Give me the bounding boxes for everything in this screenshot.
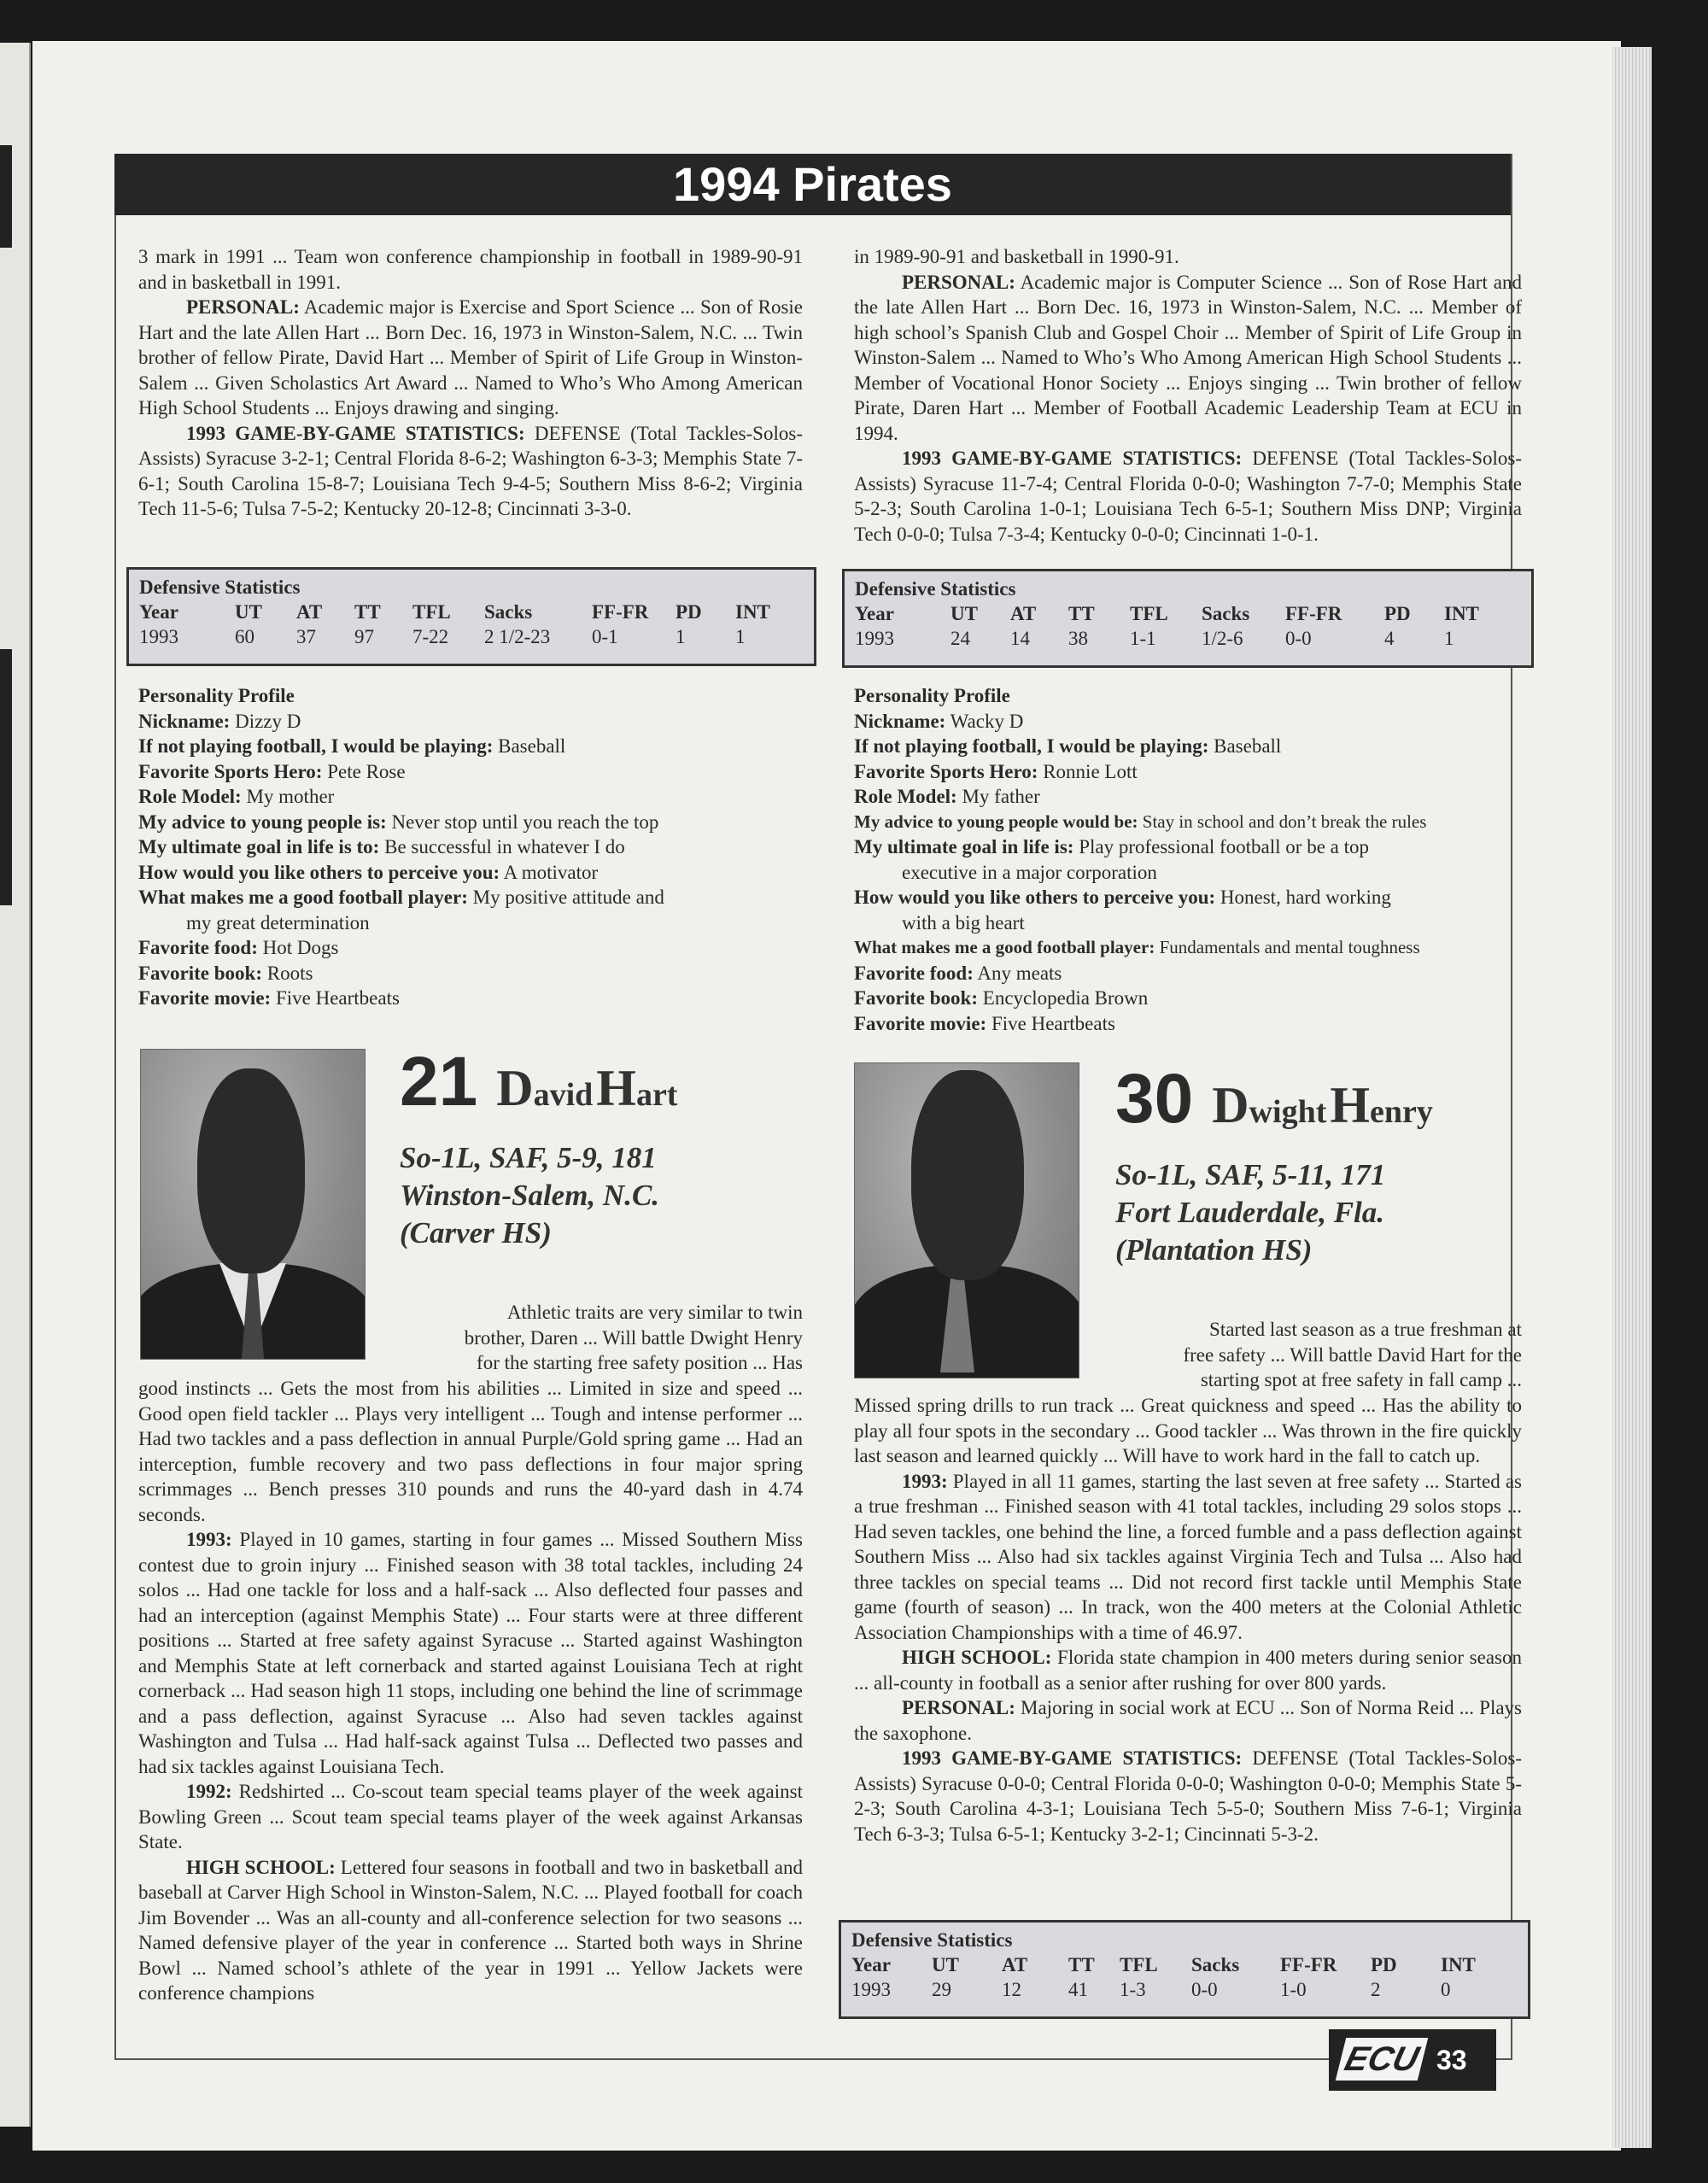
player-position-size: So-1L, SAF, 5-9, 181 xyxy=(400,1141,657,1174)
defensive-stats-box xyxy=(842,569,1534,668)
bio-paragraph: PERSONAL: Majoring in social work at ECU ... Son of Norma Reid ... Plays the saxophone. xyxy=(854,1697,1522,1744)
stats-table xyxy=(851,1952,1476,2002)
stats-cell: 0-0 xyxy=(1285,628,1312,649)
profile-answer: Never stop until you reach the top xyxy=(386,811,659,833)
stats-cell: 0-0 xyxy=(1191,1979,1218,2000)
stats-header: UT xyxy=(932,1954,959,1975)
stats-header: TFL xyxy=(412,601,451,623)
profile-question: Favorite book: xyxy=(138,962,263,984)
player-position-size: So-1L, SAF, 5-11, 171 xyxy=(1115,1158,1386,1191)
player-photo-dwight-henry xyxy=(854,1062,1079,1378)
stats-header: PD xyxy=(1371,1954,1397,1975)
stats-cell: 2 1/2-23 xyxy=(484,626,551,647)
stats-header: PD xyxy=(676,601,702,623)
profile-answer: Hot Dogs xyxy=(257,937,339,958)
profile-item xyxy=(854,1011,1426,1037)
profile-answer: Stay in school and don’t break the rules xyxy=(1138,811,1427,832)
bio-line: brother, Daren ... Will battle Dwight Henry xyxy=(464,1326,803,1349)
player-bio xyxy=(854,1393,1522,1846)
stats-header: TT xyxy=(354,601,381,623)
bio-intro-wrap xyxy=(400,1300,803,1376)
profile-question: Favorite book: xyxy=(854,987,979,1009)
profile-answer: Baseball xyxy=(493,735,566,757)
profile-question: What makes me a good football player: xyxy=(854,937,1155,957)
profile-item xyxy=(854,784,1426,810)
profile-question: How would you like others to perceive you: xyxy=(138,861,500,883)
profile-item xyxy=(138,961,664,986)
profile-item xyxy=(138,885,664,910)
profile-item xyxy=(138,784,664,810)
profile-answer: My positive attitude and xyxy=(467,887,664,908)
profile-answer: Wacky D xyxy=(945,710,1024,732)
stats-header: FF-FR xyxy=(1280,1954,1337,1975)
profile-question: Nickname: xyxy=(138,710,231,732)
profile-answer: Dizzy D xyxy=(230,710,301,732)
stats-cell: 97 xyxy=(354,626,374,647)
player-name: David Hart xyxy=(496,1060,678,1116)
bio-paragraph: 1993 GAME-BY-GAME STATISTICS: DEFENSE (Total Tackles-Solos-Assists) Syracuse 3-2-1; Central Florida 8-6-2; Washington 6-3-3; Memphis State 7-6-1; South Carolina 15-8-7; Louisiana Tech 9-4-5; Southern Miss 8-6-2; Virginia Tech 11-5-6; Tulsa 7-5-2; Kentucky 20-12-8; Cincinnati 3-3-0. xyxy=(138,422,803,519)
personality-profile xyxy=(854,683,1426,1036)
stats-cell: 37 xyxy=(296,626,316,647)
profile-answer: Five Heartbeats xyxy=(271,987,400,1009)
profile-answer: Honest, hard working xyxy=(1215,887,1391,908)
stats-cell: 12 xyxy=(1002,1979,1021,2000)
player-photo-david-hart xyxy=(140,1049,366,1360)
profile-item xyxy=(138,935,664,961)
profile-item xyxy=(854,734,1426,759)
profile-question: My ultimate goal in life is: xyxy=(854,836,1074,857)
profile-heading: Personality Profile xyxy=(854,685,1010,706)
stats-header: Year xyxy=(139,601,178,623)
profile-answer-continued: executive in a major corporation xyxy=(902,861,1157,883)
ecu-logo: ECU xyxy=(1336,2038,1428,2081)
stats-cell: 0 xyxy=(1441,1979,1451,2000)
profile-answer: My mother xyxy=(241,786,335,807)
profile-answer: My father xyxy=(956,786,1040,807)
profile-item xyxy=(138,834,664,860)
profile-answer: A motivator xyxy=(500,861,599,883)
stats-cell: 1-0 xyxy=(1280,1979,1307,2000)
profile-answer-continued: my great determination xyxy=(186,911,370,933)
ecu-logo-badge xyxy=(1329,2029,1496,2091)
profile-question: Favorite movie: xyxy=(854,1012,987,1034)
bio-line: starting spot at free safety in fall camp ... xyxy=(1200,1369,1522,1390)
stats-cell: 38 xyxy=(1068,628,1088,649)
profile-question: My ultimate goal in life is to: xyxy=(138,836,380,857)
player-name-block xyxy=(1115,1061,1525,1269)
profile-item xyxy=(854,759,1426,785)
profile-question: My advice to young people would be: xyxy=(854,811,1138,832)
bio-paragraph: in 1989-90-91 and basketball in 1990-91. xyxy=(854,246,1179,267)
stats-cell: 2 xyxy=(1371,1979,1381,2000)
profile-answer: Play professional football or be a top xyxy=(1073,836,1369,857)
jersey-number: 21 xyxy=(400,1043,478,1121)
profile-answer: Any meats xyxy=(973,962,1062,984)
stats-header: Sacks xyxy=(1202,603,1250,624)
profile-item xyxy=(854,961,1426,986)
stats-header: Year xyxy=(851,1954,891,1975)
profile-question: What makes me a good football player: xyxy=(138,887,468,908)
stats-title: Defensive Statistics xyxy=(855,578,1016,600)
bio-line: Started last season as a true freshman at xyxy=(1209,1319,1522,1340)
stats-header: TT xyxy=(1068,603,1095,624)
profile-heading: Personality Profile xyxy=(138,685,295,706)
profile-answer: Be successful in whatever I do xyxy=(379,836,625,857)
profile-question: Role Model: xyxy=(854,786,957,807)
profile-answer: Baseball xyxy=(1208,735,1282,757)
stats-title: Defensive Statistics xyxy=(851,1929,1013,1951)
stats-cell: 1/2-6 xyxy=(1202,628,1243,649)
profile-item xyxy=(854,885,1426,910)
bio-intro-wrap xyxy=(1115,1317,1522,1393)
profile-item xyxy=(854,810,1426,835)
stats-header: FF-FR xyxy=(592,601,649,623)
stats-header: INT xyxy=(1444,603,1479,624)
stats-header: Year xyxy=(855,603,894,624)
profile-item xyxy=(854,935,1426,961)
stats-header: AT xyxy=(1010,603,1037,624)
bio-line: Athletic traits are very similar to twin xyxy=(506,1302,803,1323)
left-continued-bio xyxy=(138,244,803,522)
stats-header: AT xyxy=(1002,1954,1028,1975)
profile-question: If not playing football, I would be playing: xyxy=(138,735,494,757)
profile-question: Favorite food: xyxy=(138,937,258,958)
stats-header: UT xyxy=(235,601,262,623)
bio-paragraph: 3 mark in 1991 ... Team won conference championship in football in 1989-90-91 and in basketball in 1991. xyxy=(138,246,803,293)
stats-table xyxy=(855,601,1479,651)
bio-paragraph: Missed spring drills to run track ... Great quickness and speed ... Has the ability to play all four spots in the secondary ... Good tackler ... Was thrown in the fire quickly last season and learned quickly ... Will have to work hard in the fall to catch up. xyxy=(854,1395,1522,1466)
player-high-school: (Plantation HS) xyxy=(1115,1233,1313,1267)
bio-paragraph: 1992: Redshirted ... Co-scout team special teams player of the week against Bowling Green ... Scout team special teams player of the week against Arkansas State. xyxy=(138,1781,803,1852)
profile-item xyxy=(138,986,664,1011)
page-title: 1994 Pirates xyxy=(114,154,1511,215)
profile-answer-continued: with a big heart xyxy=(902,911,1025,933)
profile-question: Favorite food: xyxy=(854,962,974,984)
bio-paragraph: 1993: Played in 10 games, starting in four games ... Missed Southern Miss contest due to groin injury ... Finished season with 38 total tackles, including 24 solos ... Had one tackle for loss and a half-sack ... Also deflected four passes and had an interception (against Memphis State) ... Four starts were at three different positions ... Started at free safety against Syracuse ... Started against Washington and Memphis State at left cornerback and started against Louisiana Tech at right cornerback ... Had season high 11 stops, including one behind the line of scrimmage and a pass deflection, against Syracuse ... Also had seven tackles against Washington and Tulsa ... Had half-sack against Tulsa ... Deflected two passes and had six tackles against Louisiana Tech. xyxy=(138,1529,803,1777)
bio-paragraph: PERSONAL: Academic major is Computer Science ... Son of Rose Hart and the late Allen Hart ... Born Dec. 16, 1973 in Winston-Salem, N.C. ... Member of high school’s Spanish Club and Gospel Choir ... Member of Spirit of Life Group in Winston-Salem ... Named to Who’s Who Among American High School Students ... Member of Vocational Honor Society ... Enjoys singing ... Twin brother of fellow Pirate, Daren Hart ... Member of Football Academic Leadership Team at ECU in 1994. xyxy=(854,271,1522,444)
profile-question: If not playing football, I would be playing: xyxy=(854,735,1209,757)
stats-header: Sacks xyxy=(484,601,533,623)
bio-paragraph: 1993 GAME-BY-GAME STATISTICS: DEFENSE (Total Tackles-Solos-Assists) Syracuse 0-0-0; Central Florida 0-0-0; Washington 0-0-0; Memphis State 5-2-3; South Carolina 4-3-1; Louisiana Tech 5-5-0; Southern Miss 7-6-1; Virginia Tech 6-3-3; Tulsa 6-5-1; Kentucky 3-2-1; Cincinnati 5-3-2. xyxy=(854,1747,1522,1845)
player-name: Dwight Henry xyxy=(1212,1077,1433,1133)
bio-line: free safety ... Will battle David Hart for the xyxy=(1183,1343,1522,1366)
profile-answer: Five Heartbeats xyxy=(986,1012,1115,1034)
defensive-stats-box xyxy=(126,567,816,666)
profile-question: Favorite movie: xyxy=(138,987,272,1009)
stats-cell: 0-1 xyxy=(592,626,618,647)
bio-paragraph: 1993 GAME-BY-GAME STATISTICS: DEFENSE (Total Tackles-Solos-Assists) Syracuse 11-7-4; Central Florida 0-0-0; Washington 7-7-0; Memphis State 5-2-3; South Carolina 1-0-1; Louisiana Tech 6-5-1; Southern Miss DNP; Virginia Tech 0-0-0; Tulsa 7-3-4; Kentucky 0-0-0; Cincinnati 1-0-1. xyxy=(854,448,1522,545)
personality-profile xyxy=(138,683,664,1011)
right-continued-bio xyxy=(854,244,1522,547)
defensive-stats-box xyxy=(839,1920,1530,2019)
bio-paragraph: PERSONAL: Academic major is Exercise and Sport Science ... Son of Rosie Hart and the late Allen Hart ... Born Dec. 16, 1973 in Winston-Salem, N.C. ... Twin brother of fellow Pirate, David Hart ... Member of Spirit of Life Group in Winston-Salem ... Given Scholastics Art Award ... Named to Who’s Who Among American High School Students ... Enjoys drawing and singing. xyxy=(138,296,803,418)
player-hometown: Winston-Salem, N.C. xyxy=(400,1179,660,1212)
profile-answer: Ronnie Lott xyxy=(1038,760,1138,782)
stats-header: UT xyxy=(951,603,978,624)
player-hometown: Fort Lauderdale, Fla. xyxy=(1115,1196,1385,1229)
player-high-school: (Carver HS) xyxy=(400,1216,552,1250)
stats-header: INT xyxy=(1441,1954,1476,1975)
page-stack-edge xyxy=(1612,47,1652,2148)
bio-paragraph: 1993: Played in all 11 games, starting the last seven at free safety ... Started as a true freshman ... Finished season with 41 total tackles, including 29 solos stops ... Had seven tackles, one behind the line, a forced fumble and a pass deflection against Southern Miss ... Also had six tackles against Virginia Tech and Tulsa ... Also had three tackles on special teams ... Did not record first tackle until Memphis State game (fourth of season) ... In track, won the 400 meters at the Colonial Athletic Association Championships with a time of 46.97. xyxy=(854,1470,1522,1643)
profile-question: Role Model: xyxy=(138,786,242,807)
profile-item xyxy=(138,709,664,734)
profile-item xyxy=(854,834,1426,860)
stats-cell: 1 xyxy=(735,626,746,647)
stats-cell: 60 xyxy=(235,626,254,647)
profile-answer: Encyclopedia Brown xyxy=(978,987,1149,1009)
stats-cell: 4 xyxy=(1384,628,1395,649)
stats-header: Sacks xyxy=(1191,1954,1240,1975)
stats-header: FF-FR xyxy=(1285,603,1342,624)
profile-answer: Pete Rose xyxy=(322,760,406,782)
stats-cell: 1-1 xyxy=(1130,628,1156,649)
stats-cell: 7-22 xyxy=(412,626,449,647)
bio-paragraph: HIGH SCHOOL: Florida state champion in 400 meters during senior season ... all-county in football as a senior after rushing for over 800 yards. xyxy=(854,1647,1522,1694)
stats-header: TFL xyxy=(1120,1954,1158,1975)
adjacent-page-edge xyxy=(0,43,31,2127)
stats-cell: 1 xyxy=(1444,628,1454,649)
profile-item xyxy=(138,734,664,759)
profile-question: How would you like others to perceive you: xyxy=(854,887,1216,908)
profile-item xyxy=(138,759,664,785)
profile-item xyxy=(854,986,1426,1011)
stats-cell: 41 xyxy=(1068,1979,1088,2000)
stats-header: TFL xyxy=(1130,603,1168,624)
bio-line: for the starting free safety position ... Has xyxy=(477,1352,803,1373)
profile-answer: Fundamentals and mental toughness xyxy=(1155,937,1420,957)
stats-table xyxy=(139,600,770,649)
stats-cell: 1 xyxy=(676,626,686,647)
stats-header: AT xyxy=(296,601,323,623)
stats-cell: 1993 xyxy=(855,628,894,649)
jersey-number: 30 xyxy=(1115,1060,1194,1138)
profile-answer: Roots xyxy=(262,962,313,984)
player-name-block xyxy=(400,1044,810,1252)
stats-cell: 29 xyxy=(932,1979,951,2000)
profile-item xyxy=(138,860,664,886)
page-number: 33 xyxy=(1436,2045,1467,2075)
profile-question: Favorite Sports Hero: xyxy=(138,760,323,782)
stats-header: TT xyxy=(1068,1954,1095,1975)
bio-paragraph: good instincts ... Gets the most from his abilities ... Limited in size and speed ... Good open field tackler ... Plays very intelligent ... Tough and intense performer ... Had two tackles and a pass deflection in annual Purple/Gold spring game ... Had an interception, fumble recovery and two pass deflections in four major spring scrimmages ... Bench presses 310 pounds and runs the 40-yard dash in 4.74 seconds. xyxy=(138,1378,803,1525)
stats-cell: 1-3 xyxy=(1120,1979,1146,2000)
profile-item xyxy=(854,709,1426,734)
stats-title: Defensive Statistics xyxy=(139,576,301,598)
profile-question: My advice to young people is: xyxy=(138,811,387,833)
stats-header: PD xyxy=(1384,603,1411,624)
stats-cell: 14 xyxy=(1010,628,1030,649)
stats-cell: 1993 xyxy=(139,626,178,647)
player-bio xyxy=(138,1376,803,2006)
bio-paragraph: HIGH SCHOOL: Lettered four seasons in football and two in basketball and baseball at Carver High School in Winston-Salem, N.C. ... Played football for coach Jim Bovender ... Was an all-county and all-conference selection for two seasons ... Named defensive player of the year in conference ... Started both ways in Shrine Bowl ... Named school’s athlete of the year in 1991 ... Yellow Jackets were conference champions xyxy=(138,1856,803,2004)
profile-item xyxy=(138,810,664,835)
profile-question: Nickname: xyxy=(854,710,946,732)
stats-cell: 1993 xyxy=(851,1979,891,2000)
profile-question: Favorite Sports Hero: xyxy=(854,760,1038,782)
stats-cell: 24 xyxy=(951,628,970,649)
stats-header: INT xyxy=(735,601,770,623)
